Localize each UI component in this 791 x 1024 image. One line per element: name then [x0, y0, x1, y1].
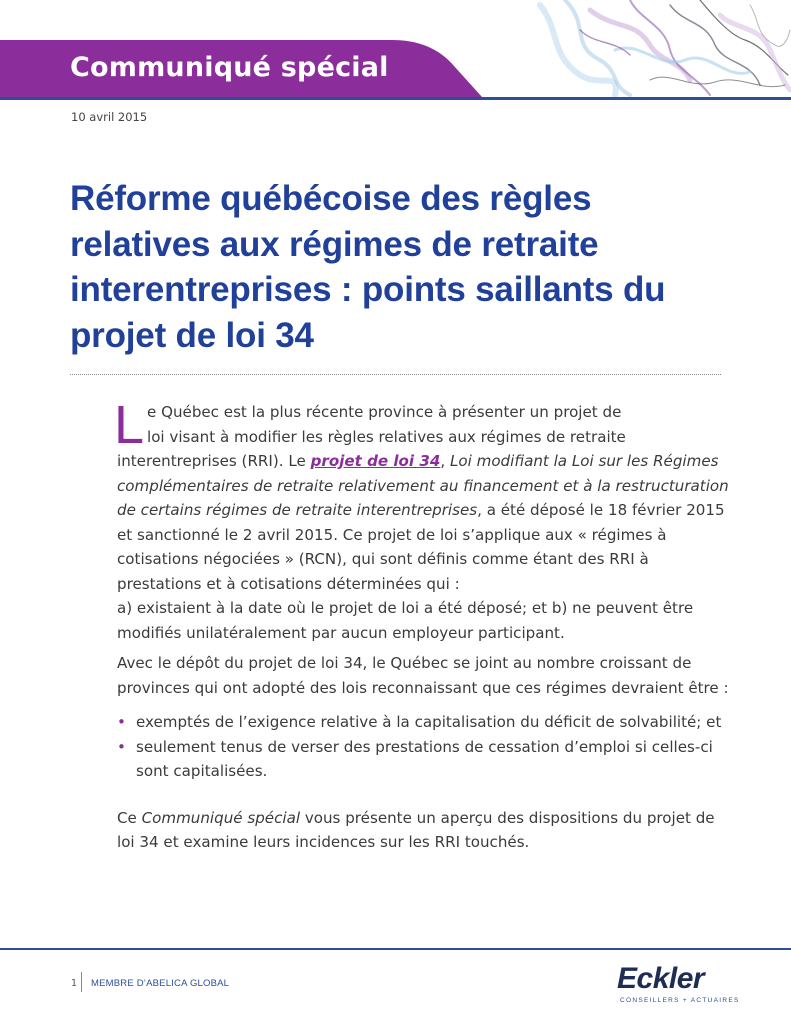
list-item [117, 710, 732, 735]
intro-line-1: e Québec est la plus récente province à présenter un projet de [147, 403, 622, 421]
article-headline: Réforme québécoise des règles relatives aux régimes de retraite interentreprises : points saillants du projet de loi 34 [70, 179, 666, 355]
list-item [117, 735, 732, 784]
intro-line-2: loi visant à modifier les règles relatives aux régimes de retraite [147, 427, 626, 446]
drop-cap: L [114, 395, 145, 455]
dotted-divider [70, 374, 721, 375]
intro-rest: , a été déposé le 18 février 2015 et sanctionné le 2 avril 2015. Ce projet de loi s’applique aux « régimes à cotisations négociées » (RCN), qui sont définis comme étant des RRI à prestations et à cotisations déterminées qui : [117, 501, 725, 593]
bullet-text: seulement tenus de verser des prestations de cessation d’emploi si celles-ci sont capitalisées. [136, 737, 713, 780]
intro-rest-2: a) existaient à la date où le projet de loi a été déposé; et b) ne peuvent être modifiés unilatéralement par aucun employeur participant. [117, 599, 694, 642]
member-text: MEMBRE D’ABELICA GLOBAL [91, 978, 230, 989]
banner-title: Communiqué spécial [70, 52, 389, 83]
para3-italic: Communiqué spécial [141, 808, 301, 827]
para3-end: vous présente un aperçu des dispositions du projet de loi 34 et examine leurs incidences sur les RRI touchés. [117, 808, 715, 851]
article-body [117, 400, 732, 855]
bullet-list [117, 710, 732, 784]
para3-start: Ce [117, 808, 142, 827]
page-number: 1 [71, 978, 78, 989]
paragraph-2: Avec le dépôt du projet de loi 34, le Québec se joint au nombre croissant de provinces qui ont adopté des lois reconnaissant que ces régimes devraient être : [117, 654, 729, 697]
publication-date: 10 avril 2015 [71, 110, 148, 124]
footer-divider [81, 972, 82, 992]
intro-paragraph [117, 400, 732, 645]
eckler-logo: Eckler [617, 962, 705, 995]
smoke-illustration [520, 0, 791, 97]
logo-tagline: CONSEILLERS + ACTUAIRES [620, 997, 740, 1004]
bullet-icon: • [117, 713, 126, 731]
bill-34-link[interactable]: projet de loi 34 [310, 452, 441, 470]
paragraph-3 [117, 806, 732, 855]
intro-text: interentreprises (RRI). Le [117, 452, 311, 470]
bullet-text: exemptés de l’exigence relative à la capitalisation du déficit de solvabilité; et [136, 713, 722, 731]
bullet-icon: • [117, 737, 126, 756]
footer-rule [0, 948, 791, 950]
intro-comma: , [440, 452, 450, 470]
bill-title: Loi modifiant la Loi sur les Régimes complémentaires de retraite relativement au financement et à la restructuration de certains régimes de retraite interentreprises [117, 452, 729, 519]
